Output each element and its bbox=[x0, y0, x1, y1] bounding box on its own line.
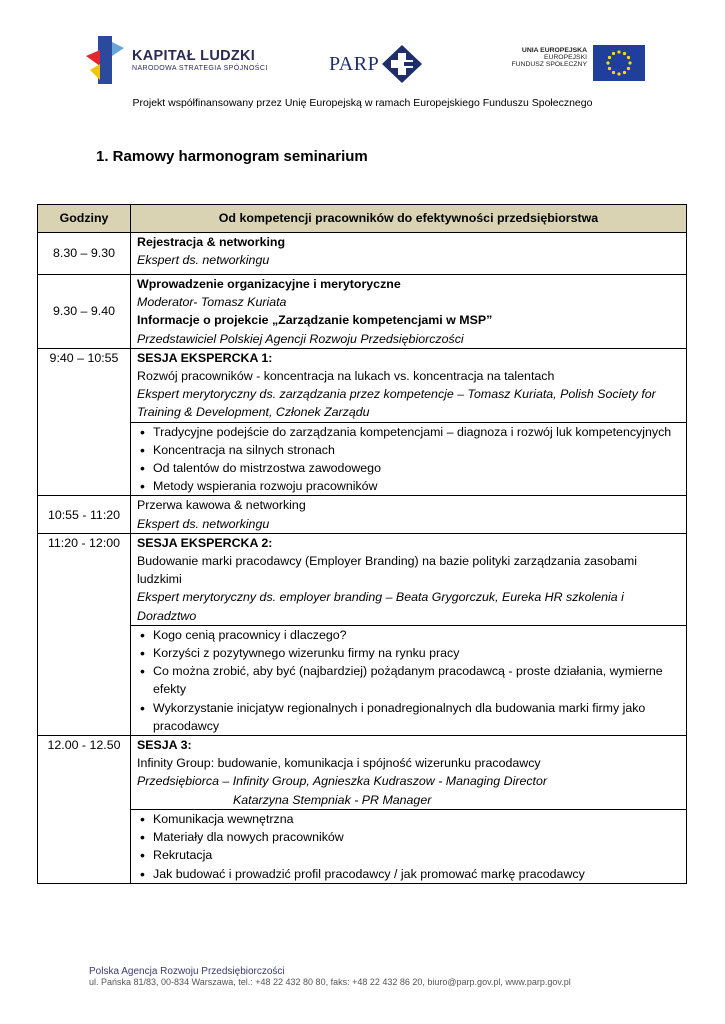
session-info-title: Informacje o projekcie „Zarządzanie kompetencjami w MSP” bbox=[137, 313, 493, 328]
session-topic: Infinity Group: budowanie, komunikacja i spójność wizerunku pracodawcy bbox=[137, 756, 541, 771]
time-cell: 8.30 – 9.30 bbox=[38, 233, 131, 275]
session-title: SESJA 3: bbox=[137, 738, 192, 753]
page-title: 1. Ramowy harmonogram seminarium bbox=[96, 148, 368, 165]
column-header-topic: Od kompetencji pracowników do efektywności przedsiębiorstwa bbox=[131, 205, 687, 233]
session-title: SESJA EKSPERCKA 2: bbox=[137, 535, 273, 550]
bullet-cell bbox=[131, 809, 687, 883]
table-row bbox=[38, 275, 687, 349]
list-item: • Tradycyjne podejście do zarządzania kompetencjami – diagnoza i rozwój luk kompetencyjnych bbox=[153, 423, 680, 441]
time-cell: 9.30 – 9.40 bbox=[38, 275, 131, 349]
bullet-cell bbox=[131, 625, 687, 735]
session-speaker: Przedstawiciel Polskiej Agencji Rozwoju Przedsiębiorczości bbox=[137, 331, 464, 346]
topic-cell bbox=[131, 348, 687, 422]
parp-logo bbox=[329, 45, 422, 83]
list-item: • Kogo cenią pracownicy i dlaczego? bbox=[153, 626, 680, 644]
kapital-ludzki-logo bbox=[86, 36, 268, 84]
bullet-list bbox=[137, 810, 680, 883]
schedule-table bbox=[37, 204, 687, 884]
topic-cell bbox=[131, 533, 687, 625]
list-item: • Komunikacja wewnętrzna bbox=[153, 810, 680, 828]
session-title: Wprowadzenie organizacyjne i merytoryczne bbox=[137, 277, 401, 291]
page-header bbox=[0, 0, 725, 120]
table-row bbox=[38, 348, 687, 422]
session-title: Rejestracja & networking bbox=[137, 235, 286, 249]
list-item: • Materiały dla nowych pracowników bbox=[153, 828, 680, 846]
session-speaker: Ekspert ds. networkingu bbox=[137, 516, 270, 531]
list-item: • Wykorzystanie inicjatyw regionalnych i ponadregionalnych dla budowania marki firmy jako pracodawcy bbox=[153, 699, 680, 735]
session-speaker: Ekspert merytoryczny ds. employer branding – Beata Grygorczuk, Eureka HR szkolenia i Doradztwo bbox=[137, 590, 624, 623]
table-row bbox=[38, 233, 687, 275]
table-row bbox=[38, 736, 687, 810]
topic-cell bbox=[131, 233, 687, 275]
list-item: • Koncentracja na silnych stronach bbox=[153, 441, 680, 459]
session-title: SESJA EKSPERCKA 1: bbox=[137, 350, 273, 365]
column-header-time: Godziny bbox=[38, 205, 131, 233]
kapital-ludzki-emblem-icon bbox=[86, 36, 124, 84]
bullet-list bbox=[137, 423, 680, 496]
eu-line-3: FUNDUSZ SPOŁECZNY bbox=[511, 61, 587, 68]
bullet-list bbox=[137, 626, 680, 735]
topic-cell bbox=[131, 275, 687, 349]
list-item: • Co można zrobić, aby być (najbardziej) pożądanym pracodawcą - proste działania, wymierne efekty bbox=[153, 662, 680, 698]
footer-address: ul. Pańska 81/83, 00-834 Warszawa, tel.: +48 22 432 80 80, faks: +48 22 432 86 20, biuro@parp.gov.pl, www.parp.gov.pl bbox=[89, 977, 571, 987]
time-cell: 12.00 - 12.50 bbox=[38, 736, 131, 884]
page-footer bbox=[89, 966, 571, 987]
table-row bbox=[38, 809, 687, 883]
bullet-cell bbox=[131, 422, 687, 496]
session-moderator: Moderator- Tomasz Kuriata bbox=[137, 295, 287, 310]
kapital-ludzki-subtitle: NARODOWA STRATEGIA SPÓJNOŚCI bbox=[132, 65, 268, 72]
table-row bbox=[38, 496, 687, 533]
table-header-row bbox=[38, 205, 687, 233]
session-speaker: Przedsiębiorca – Infinity Group, Agnieszka Kudraszow - Managing Director bbox=[137, 774, 547, 789]
list-item: • Jak budować i prowadzić profil pracodawcy / jak promować markę pracodawcy bbox=[153, 865, 680, 883]
time-cell: 11:20 - 12:00 bbox=[38, 533, 131, 735]
topic-cell bbox=[131, 736, 687, 810]
time-cell: 10:55 - 11:20 bbox=[38, 496, 131, 533]
table-row bbox=[38, 625, 687, 735]
time-cell: 9:40 – 10:55 bbox=[38, 348, 131, 496]
eu-flag-icon bbox=[593, 45, 645, 81]
topic-cell bbox=[131, 496, 687, 533]
session-title: Przerwa kawowa & networking bbox=[137, 498, 306, 513]
parp-emblem-icon bbox=[382, 45, 422, 83]
list-item: • Od talentów do mistrzostwa zawodowego bbox=[153, 459, 680, 477]
eu-line-2: EUROPEJSKI bbox=[543, 54, 587, 61]
session-speaker-2: Katarzyna Stempniak - PR Manager bbox=[233, 792, 432, 807]
list-item: • Rekrutacja bbox=[153, 846, 680, 864]
list-item: • Metody wspierania rozwoju pracowników bbox=[153, 477, 680, 495]
parp-wordmark: PARP bbox=[329, 52, 380, 75]
session-topic: Rozwój pracowników - koncentracja na lukach vs. koncentracja na talentach bbox=[137, 369, 555, 384]
session-speaker: Ekspert ds. networkingu bbox=[137, 253, 270, 268]
list-item: • Korzyści z pozytywnego wizerunku firmy na rynku pracy bbox=[153, 644, 680, 662]
table-row bbox=[38, 533, 687, 625]
cofunding-note: Projekt współfinansowany przez Unię Europejską w ramach Europejskiego Funduszu Społecznego bbox=[132, 97, 593, 109]
footer-organization: Polska Agencja Rozwoju Przedsiębiorczości bbox=[89, 966, 285, 977]
eu-line-1: UNIA EUROPEJSKA bbox=[521, 47, 587, 54]
session-topic: Budowanie marki pracodawcy (Employer Branding) na bazie polityki zarządzania zasobami ludzkimi bbox=[137, 554, 637, 587]
kapital-ludzki-title: KAPITAŁ LUDZKI bbox=[132, 48, 256, 64]
eu-label bbox=[509, 47, 587, 68]
session-speaker: Ekspert merytoryczny ds. zarządzania przez kompetencje – Tomasz Kuriata, Polish Society for Training & Development, Członek Zarządu bbox=[137, 387, 656, 420]
table-row bbox=[38, 422, 687, 496]
